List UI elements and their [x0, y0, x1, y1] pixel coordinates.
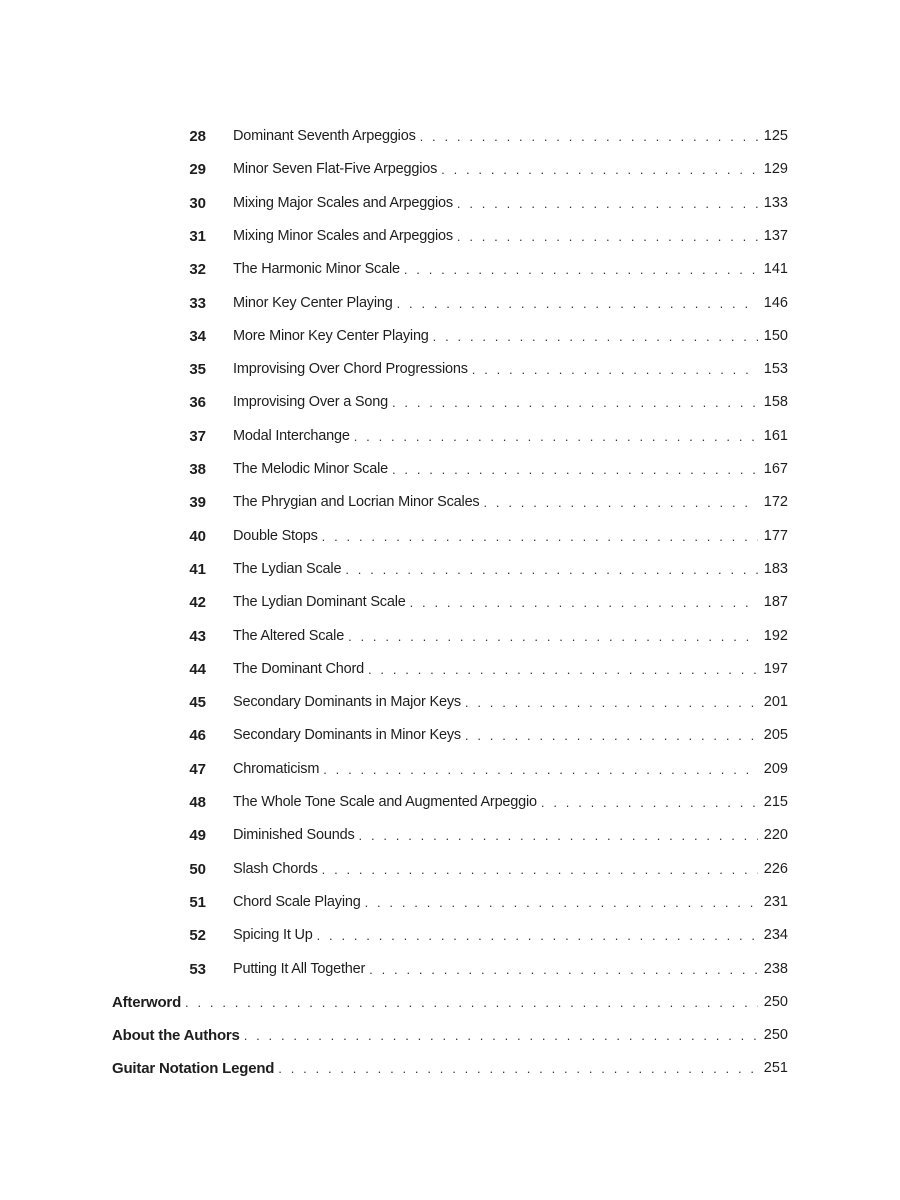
dot-leader — [392, 386, 758, 419]
dot-leader — [457, 220, 758, 253]
chapter-title: The Altered Scale — [233, 627, 345, 644]
toc-row-chapter-47 — [176, 753, 788, 786]
toc-row-guitar-notation-legend — [112, 1052, 788, 1085]
chapter-number: 28 — [189, 128, 206, 145]
page-number: 150 — [763, 327, 788, 344]
page-number: 231 — [763, 893, 788, 910]
toc-row-chapter-45 — [176, 686, 788, 719]
toc-row-chapter-40 — [176, 520, 788, 553]
chapter-title: The Whole Tone Scale and Augmented Arpeggio — [233, 794, 537, 810]
page-number: 220 — [763, 827, 788, 844]
toc-row-chapter-35 — [176, 353, 788, 386]
dot-leader — [472, 353, 758, 386]
chapter-number: 31 — [189, 227, 206, 245]
toc-row-chapter-30 — [176, 187, 788, 220]
dot-leader — [359, 819, 758, 852]
toc-row-chapter-46 — [176, 719, 788, 752]
chapter-title: The Lydian Dominant Scale — [233, 594, 406, 611]
chapter-number: 38 — [189, 461, 206, 478]
chapter-number: 50 — [189, 860, 206, 878]
dot-leader — [410, 586, 758, 619]
chapter-number: 29 — [189, 161, 206, 179]
page-number: 187 — [763, 594, 788, 611]
chapter-number: 36 — [189, 394, 206, 412]
chapter-title: Mixing Major Scales and Arpeggios — [233, 194, 453, 211]
toc-row-chapter-33 — [176, 287, 788, 320]
toc-row-afterword — [112, 986, 788, 1019]
toc-row-about-the-authors — [112, 1019, 788, 1052]
dot-leader — [244, 1019, 758, 1052]
toc-row-chapter-51 — [176, 886, 788, 919]
dot-leader — [185, 986, 758, 1019]
chapter-title: Secondary Dominants in Major Keys — [233, 694, 461, 711]
page-number: 129 — [763, 161, 788, 178]
dot-leader — [441, 153, 758, 186]
dot-leader — [368, 653, 758, 686]
dot-leader — [354, 420, 758, 453]
page-number: 125 — [763, 128, 788, 144]
toc-row-chapter-37 — [176, 420, 788, 453]
page-number: 153 — [763, 361, 788, 378]
chapter-number: 32 — [189, 261, 206, 279]
page-number: 209 — [763, 760, 788, 777]
toc-row-chapter-34 — [176, 320, 788, 353]
chapter-title: The Melodic Minor Scale — [233, 461, 388, 477]
toc-row-chapter-49 — [176, 819, 788, 852]
chapter-number: 39 — [189, 494, 206, 512]
page-number: 192 — [763, 627, 788, 644]
page-number: 133 — [763, 194, 788, 211]
page-number: 183 — [763, 560, 788, 577]
chapter-number: 46 — [189, 727, 206, 745]
page-number: 177 — [763, 527, 788, 544]
chapter-number: 33 — [189, 294, 206, 312]
chapter-title: Chromaticism — [233, 760, 320, 777]
section-title: Afterword — [112, 993, 182, 1011]
toc-row-chapter-36 — [176, 386, 788, 419]
chapter-number: 40 — [189, 527, 206, 545]
dot-leader — [465, 719, 758, 752]
chapter-title: The Harmonic Minor Scale — [233, 261, 400, 278]
chapter-number: 49 — [189, 827, 206, 845]
chapter-title: Diminished Sounds — [233, 827, 355, 844]
chapter-number: 52 — [189, 927, 206, 945]
toc-row-chapter-53 — [176, 953, 788, 986]
page-number: 250 — [763, 993, 788, 1010]
toc-row-chapter-48 — [176, 786, 788, 819]
chapter-title: Putting It All Together — [233, 960, 366, 977]
page-number: 251 — [763, 1060, 788, 1077]
dot-leader — [322, 520, 758, 553]
chapter-number: 45 — [189, 694, 206, 712]
chapter-title: The Dominant Chord — [233, 660, 364, 677]
chapter-title: Chord Scale Playing — [233, 893, 361, 910]
page-number: 234 — [763, 927, 788, 944]
dot-leader — [345, 553, 758, 586]
dot-leader — [278, 1052, 758, 1085]
section-title: Guitar Notation Legend — [112, 1060, 275, 1078]
section-title: About the Authors — [112, 1027, 240, 1045]
chapter-title: Dominant Seventh Arpeggios — [233, 128, 416, 144]
chapter-title: Slash Chords — [233, 860, 318, 877]
dot-leader — [365, 886, 758, 919]
page-number: 201 — [763, 694, 788, 711]
page-number: 141 — [763, 261, 788, 278]
chapter-title: Minor Seven Flat-Five Arpeggios — [233, 161, 438, 178]
dot-leader — [433, 320, 758, 353]
page-number: 158 — [763, 394, 788, 411]
chapter-number: 43 — [189, 627, 206, 645]
dot-leader — [322, 853, 758, 886]
dot-leader — [404, 253, 758, 286]
page-number: 238 — [763, 960, 788, 977]
chapter-number: 47 — [189, 760, 206, 778]
chapter-number: 48 — [189, 794, 206, 811]
page-number: 172 — [763, 494, 788, 511]
dot-leader — [484, 486, 759, 519]
chapter-number: 30 — [189, 194, 206, 212]
dot-leader — [465, 686, 758, 719]
page-number: 215 — [763, 794, 788, 810]
chapter-title: Improvising Over Chord Progressions — [233, 361, 468, 378]
chapter-title: More Minor Key Center Playing — [233, 327, 429, 344]
dot-leader — [317, 919, 758, 952]
chapter-title: Minor Key Center Playing — [233, 294, 393, 311]
chapter-title: The Lydian Scale — [233, 560, 342, 577]
chapter-number: 41 — [189, 560, 206, 578]
page-number: 226 — [763, 860, 788, 877]
page-number: 167 — [763, 461, 788, 477]
dot-leader — [541, 786, 758, 819]
page-number: 205 — [763, 727, 788, 744]
page-number: 161 — [763, 427, 788, 444]
toc-row-chapter-42 — [176, 586, 788, 619]
chapter-number: 35 — [189, 361, 206, 379]
toc-row-chapter-29 — [176, 153, 788, 186]
dot-leader — [420, 120, 758, 153]
chapter-title: Improvising Over a Song — [233, 394, 388, 411]
toc-row-chapter-31 — [176, 220, 788, 253]
chapter-title: Double Stops — [233, 527, 318, 544]
toc-row-chapter-28 — [176, 120, 788, 153]
chapter-number: 53 — [189, 960, 206, 978]
dot-leader — [397, 287, 758, 320]
chapter-number: 37 — [189, 427, 206, 445]
dot-leader — [323, 753, 758, 786]
toc-row-chapter-32 — [176, 253, 788, 286]
toc-row-chapter-44 — [176, 653, 788, 686]
chapter-title: The Phrygian and Locrian Minor Scales — [233, 494, 480, 511]
toc-row-chapter-39 — [176, 486, 788, 519]
toc-row-chapter-38 — [176, 453, 788, 486]
chapter-number: 44 — [189, 660, 206, 678]
chapter-title: Secondary Dominants in Minor Keys — [233, 727, 461, 744]
page-number: 250 — [763, 1027, 788, 1044]
page-number: 197 — [763, 660, 788, 677]
dot-leader — [369, 953, 758, 986]
toc-row-chapter-52 — [176, 919, 788, 952]
toc-row-chapter-43 — [176, 620, 788, 653]
toc-row-chapter-41 — [176, 553, 788, 586]
chapter-number: 51 — [189, 893, 206, 911]
toc-row-chapter-50 — [176, 853, 788, 886]
chapter-title: Spicing It Up — [233, 927, 313, 944]
page-number: 146 — [763, 294, 788, 311]
dot-leader — [457, 187, 758, 220]
page-number: 137 — [763, 227, 788, 244]
chapter-title: Mixing Minor Scales and Arpeggios — [233, 227, 453, 244]
dot-leader — [392, 453, 758, 486]
chapter-number: 42 — [189, 594, 206, 612]
chapter-number: 34 — [189, 327, 206, 345]
chapter-title: Modal Interchange — [233, 427, 350, 444]
dot-leader — [348, 620, 758, 653]
